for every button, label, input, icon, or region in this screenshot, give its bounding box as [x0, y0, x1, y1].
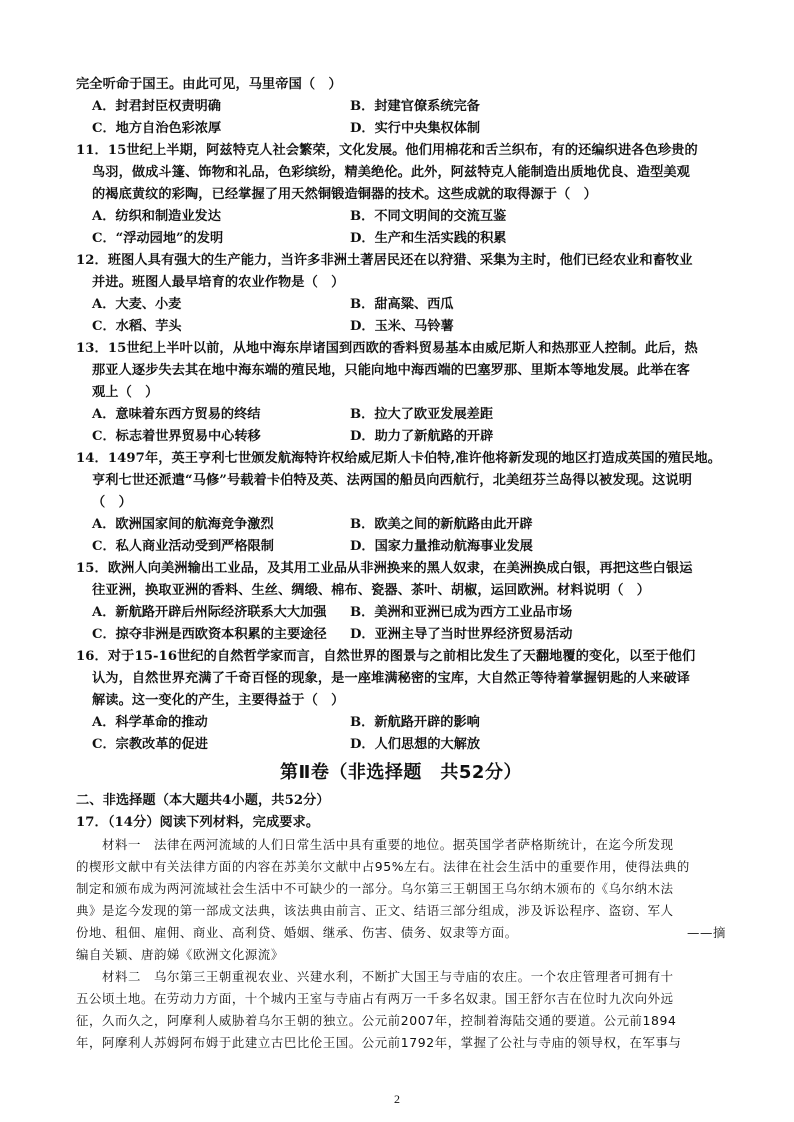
exam-page [76, 74, 726, 1054]
material1-source-dash: ——摘 [687, 925, 726, 940]
q10-option-b: B．封建官僚系统完备 [350, 99, 480, 114]
q11-option-b: B．不同文明间的交流互鉴 [350, 209, 507, 224]
q12-option-c: C．水稻、芋头 [92, 319, 182, 334]
material1-last-text: 份地、租佃、雇佣、商业、高利贷、婚姻、继承、伤害、债务、奴隶等方面。 [76, 925, 518, 940]
q10-options-row1 [76, 96, 726, 118]
q13-line-1: 13．15世纪上半叶以前，从地中海东岸诸国到西欧的香料贸易基本由威尼斯人和热那亚人控制。此后，热 [76, 341, 698, 356]
q13-option-c: C．标志着世界贸易中心转移 [92, 429, 261, 444]
section-title: 二、非选择题（本大题共4小题，共52分） [76, 793, 330, 808]
q13-options-row2 [76, 426, 726, 448]
q13-option-b: B．拉大了欧亚发展差距 [350, 407, 494, 422]
q12-line-2: 并进。班图人最早培育的农业作物是（ ） [92, 275, 345, 290]
q10-option-a: A．封君封臣权责明确 [92, 99, 221, 114]
q14-options-row1 [76, 514, 726, 536]
q16-line-1: 16．对于15-16世纪的自然哲学家而言，自然世界的图景与之前相比发生了天翻地覆的变化，以至于他们 [76, 649, 696, 664]
q14-option-a: A．欧洲国家间的航海竞争激烈 [92, 517, 274, 532]
q13-option-a: A．意味着东西方贸易的终结 [92, 407, 261, 422]
material1-line-2: 的楔形文献中有关法律方面的内容在苏美尔文献中占95%左右。法律在社会生活中的重要作用，使得法典的 [76, 859, 690, 874]
material2-line-3: 征，久而久之，阿摩利人威胁着乌尔王朝的独立。公元前2007年，控制着海陆交通的要道。公元前1894 [76, 1013, 677, 1028]
q11-line-2: 鸟羽，做成斗篷、饰物和礼品，色彩缤纷，精美绝伦。此外，阿兹特克人能制造出质地优良、造型美观 [92, 165, 690, 180]
q16-option-d: D．人们思想的大解放 [350, 737, 481, 752]
q16-options-row1 [76, 712, 726, 734]
material2-line-4: 年，阿摩利人苏姆阿布姆于此建立古巴比伦王国。公元前1792年，掌握了公社与寺庙的领导权，在军事与 [76, 1035, 682, 1050]
q15-line-1: 15．欧洲人向美洲输出工业品，及其用工业品从非洲换来的黑人奴隶，在美洲换成白银，再把这些白银运 [76, 561, 693, 576]
q14-option-c: C．私人商业活动受到严格限制 [92, 539, 274, 554]
q17-intro: 17．（14分）阅读下列材料，完成要求。 [76, 815, 320, 830]
q13-line-2: 那亚人逐步失去其在地中海东端的殖民地，只能向地中海西端的巴塞罗那、里斯本等地发展。此举在客 [92, 363, 690, 378]
q12-option-d: D．玉米、马铃薯 [350, 319, 454, 334]
q14-option-b: B．欧美之间的新航路由此开辟 [350, 517, 533, 532]
q15-line-2: 往亚洲，换取亚洲的香料、生丝、绸缎、棉布、瓷器、茶叶、胡椒，运回欧洲。材料说明（ ） [92, 583, 651, 598]
q14-options-row2 [76, 536, 726, 558]
q14-line-2: 亨利七世还派遣“马修”号载着卡伯特及英、法两国的船员向西航行，北美纽芬兰岛得以被发现。这说明 [92, 473, 693, 488]
q11-option-d: D．生产和生活实践的积累 [350, 231, 507, 246]
material1-source: 编自关颖、唐韵娣《欧洲文化源流》 [76, 947, 284, 962]
page-number: 2 [394, 1092, 400, 1106]
material1-line-3: 制定和颁布成为两河流域社会生活中不可缺少的一部分。乌尔第三王朝国王乌尔纳木颁布的《乌尔纳木法 [76, 881, 674, 896]
q11-options-row2 [76, 228, 726, 250]
q15-option-c: C．掠夺非洲是西欧资本积累的主要途径 [92, 627, 327, 642]
q16-option-b: B．新航路开辟的影响 [350, 715, 480, 730]
q15-options-row1 [76, 602, 726, 624]
q10-options-row2 [76, 118, 726, 140]
q16-line-2: 认为，自然世界充满了千奇百怪的现象，是一座堆满秘密的宝库，大自然正等待着掌握钥匙的人来破译 [92, 671, 690, 686]
q11-line-3: 的褐底黄纹的彩陶，已经掌握了用天然铜锻造铜器的技术。这些成就的取得源于（ ） [92, 187, 597, 202]
q11-option-c: C．“浮动园地”的发明 [92, 231, 224, 246]
q14-option-d: D．国家力量推动航海事业发展 [350, 539, 533, 554]
q10-option-c: C．地方自治色彩浓厚 [92, 121, 222, 136]
q12-options-row2 [76, 316, 726, 338]
q11-line-1: 11．15世纪上半期，阿兹特克人社会繁荣，文化发展。他们用棉花和舌兰织布，有的还编织进各色珍贵的 [76, 143, 698, 158]
q15-option-a: A．新航路开辟后州际经济联系大大加强 [92, 605, 327, 620]
q16-options-row2 [76, 734, 726, 756]
q11-options-row1 [76, 206, 726, 228]
material1-line-1: 材料一 法律在两河流域的人们日常生活中具有重要的地位。据英国学者萨格斯统计，在迄今所发现 [102, 837, 674, 852]
q15-option-d: D．亚洲主导了当时世界经济贸易活动 [350, 627, 573, 642]
material2-line-2: 五公顷土地。在劳动力方面，十个城内王室与寺庙占有两万一千多名奴隶。国王舒尔吉在位时九次向外远 [76, 991, 674, 1006]
part2-title: 第Ⅱ卷（非选择题 共52分） [280, 762, 522, 783]
q12-option-a: A．大麦、小麦 [92, 297, 182, 312]
material1-line-4: 典》是迄今发现的第一部成文法典，该法典由前言、正文、结语三部分组成，涉及诉讼程序、盗窃、军人 [76, 903, 674, 918]
q15-option-b: B．美洲和亚洲已成为西方工业品市场 [350, 605, 573, 620]
q12-options-row1 [76, 294, 726, 316]
q16-option-a: A．科学革命的推动 [92, 715, 208, 730]
q15-options-row2 [76, 624, 726, 646]
q13-line-3: 观上（ ） [92, 385, 159, 400]
q12-option-b: B．甜高粱、西瓜 [350, 297, 454, 312]
q10-tail: 完全听命于国王。由此可见，马里帝国（ ） [76, 77, 342, 92]
q13-options-row1 [76, 404, 726, 426]
q16-option-c: C．宗教改革的促进 [92, 737, 208, 752]
material2-line-1: 材料二 乌尔第三王朝重视农业、兴建水利，不断扩大国王与寺庙的农庄。一个农庄管理者可拥有十 [102, 969, 674, 984]
q12-line-1: 12．班图人具有强大的生产能力，当许多非洲土著居民还在以狩猎、采集为主时，他们已经农业和畜牧业 [76, 253, 693, 268]
q13-option-d: D．助力了新航路的开辟 [350, 429, 494, 444]
q10-option-d: D．实行中央集权体制 [350, 121, 481, 136]
material1-line-5 [76, 922, 726, 944]
q14-line-3: （ ） [92, 495, 132, 510]
q11-option-a: A．纺织和制造业发达 [92, 209, 221, 224]
q16-line-3: 解读。这一变化的产生，主要得益于（ ） [92, 693, 345, 708]
q14-line-1: 14．1497年，英王亨利七世颁发航海特许权给威尼斯人卡伯特,准许他将新发现的地区打造成英国的殖民地。 [76, 451, 721, 466]
